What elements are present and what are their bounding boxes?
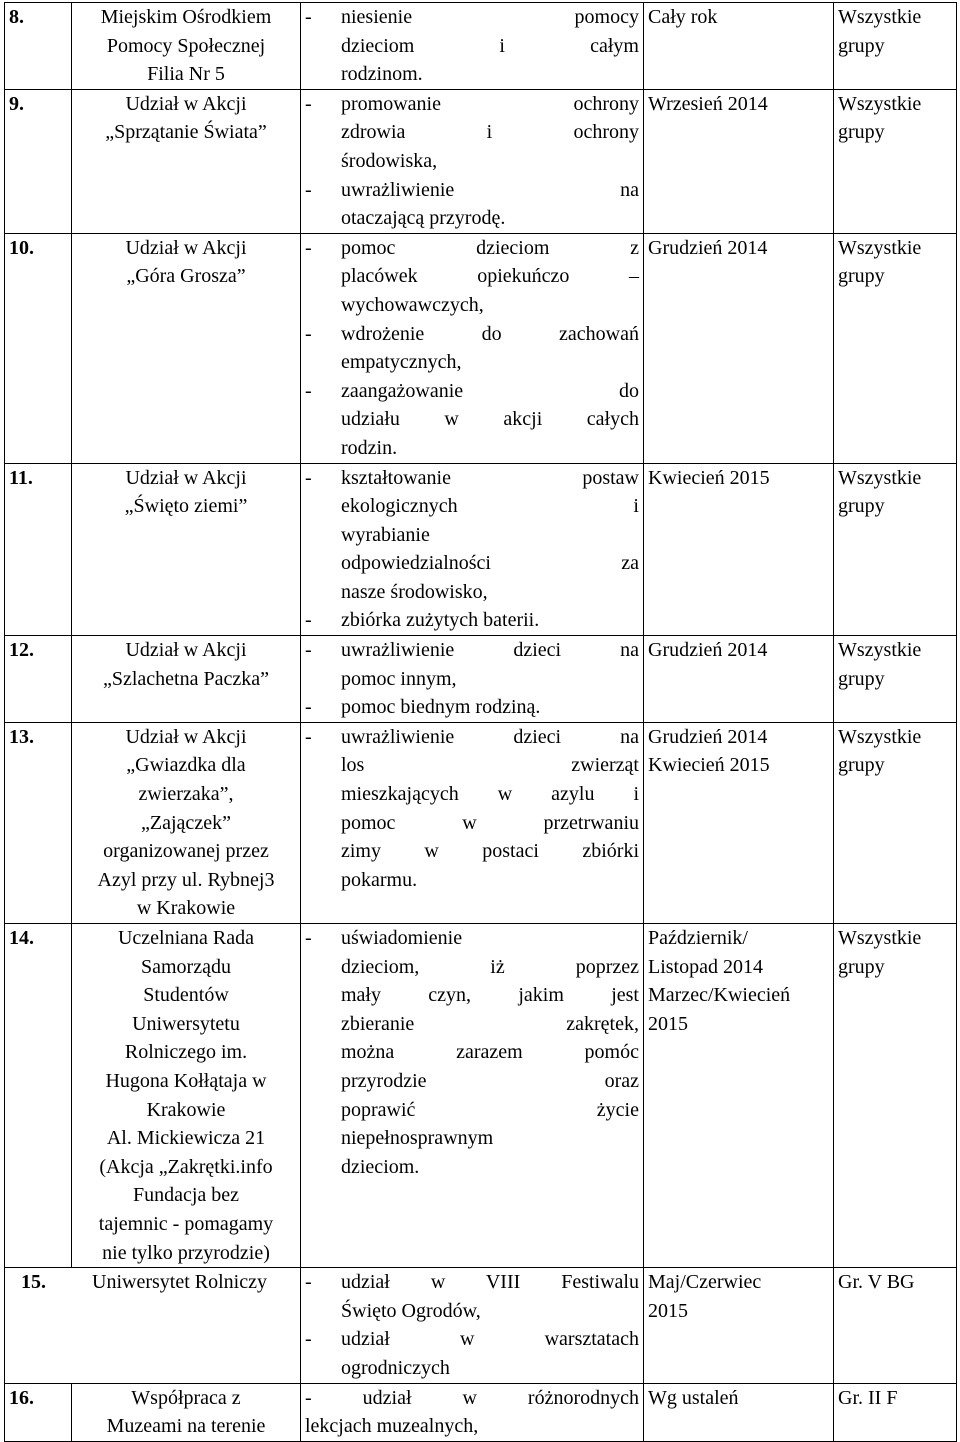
goal-text: środowiska, (341, 149, 438, 172)
goals-cell (301, 1383, 644, 1441)
goal-dash (305, 1124, 341, 1153)
date-line: Grudzień 2014 (648, 725, 768, 748)
goal-text: lekcjach muzealnych, (305, 1415, 479, 1438)
group-line: grupy (838, 955, 885, 978)
goal-dash (305, 348, 341, 377)
goal-line (305, 147, 639, 176)
goal-text: przyrodzie oraz (341, 1069, 639, 1092)
goal-text: zbieranie zakrętek, (341, 1012, 639, 1035)
goal-line (305, 204, 639, 233)
goal-dash (305, 291, 341, 320)
goal-text: pomoc w przetrwaniu (341, 811, 639, 834)
goal-dash: - (305, 466, 312, 489)
partner-name-line: Uniwersytetu (132, 1012, 240, 1035)
goal-line (305, 837, 639, 866)
partner-name-line: Miejskim Ośrodkiem (100, 6, 272, 28)
goal-line (305, 924, 639, 953)
goal-text: pokarmu. (341, 868, 418, 891)
partner-name-line: Współpraca z (131, 1386, 241, 1409)
date-cell (644, 722, 834, 923)
partner-name-line: Udział w Akcji (125, 466, 247, 489)
table-row (5, 233, 957, 463)
date-cell (644, 1383, 834, 1441)
row-number: 16. (5, 1383, 72, 1441)
goal-dash: - (305, 6, 312, 28)
group-line: Wszystkie (838, 725, 922, 748)
goal-line (305, 90, 639, 119)
group-line: Wszystkie (838, 927, 922, 949)
goal-line (305, 780, 639, 809)
date-line: 2015 (648, 1012, 688, 1035)
table-row (5, 1268, 957, 1383)
goal-line (305, 1297, 639, 1326)
goal-line (305, 291, 639, 320)
goal-dash (305, 751, 341, 780)
goal-text: mieszkających w azylu i (341, 783, 639, 806)
goal-dash (305, 262, 341, 291)
goal-text: dzieciom. (341, 1155, 420, 1178)
date-line: Grudzień 2014 (648, 639, 768, 662)
goal-line (305, 118, 639, 147)
goals-cell (301, 89, 644, 233)
date-line: 2015 (648, 1299, 688, 1322)
partner-name-line: Fundacja bez (132, 1184, 240, 1207)
goal-line (305, 1325, 639, 1354)
date-line: Kwiecień 2015 (648, 754, 770, 777)
row-15-cell (5, 1268, 301, 1383)
goal-dash (305, 953, 341, 982)
goal-line (305, 1354, 639, 1383)
date-cell (644, 89, 834, 233)
goal-text: rodzin. (341, 436, 398, 459)
group-line: Gr. V BG (838, 1271, 915, 1294)
goal-line (305, 665, 639, 694)
partner-name: Uniwersytet Rolniczy (92, 1271, 267, 1294)
group-cell (834, 463, 957, 636)
goal-line (305, 1038, 639, 1067)
goal-dash (305, 866, 341, 895)
goal-text: otaczającą przyrodę. (341, 207, 506, 230)
partner-name-line: Filia Nr 5 (147, 63, 225, 86)
goal-text: empatycznych, (341, 351, 462, 374)
row-number: 8. (5, 3, 72, 90)
goals-cell (301, 233, 644, 463)
goal-dash: - (305, 379, 312, 402)
table-row (5, 3, 957, 90)
date-cell (644, 924, 834, 1268)
goal-dash (305, 837, 341, 866)
goal-text: wychowawczych, (341, 293, 484, 316)
partner-name-line: w Krakowie (136, 897, 236, 920)
goal-text: rodzinom. (341, 63, 423, 86)
goal-dash (305, 665, 341, 694)
goal-line (305, 1153, 639, 1182)
table-row (5, 924, 957, 1268)
goal-dash (305, 1096, 341, 1125)
goal-line (305, 1096, 639, 1125)
goal-dash: - (305, 927, 312, 949)
group-line: grupy (838, 754, 885, 777)
goal-text: mały czyn, jakim jest (341, 984, 639, 1007)
goal-text: pomoc biednym rodziną. (341, 696, 541, 719)
partner-name (72, 722, 301, 923)
goals-cell (301, 1268, 644, 1383)
goal-dash (305, 492, 341, 521)
goal-line (305, 464, 639, 493)
goal-text: zimy w postaci zbiórki (341, 840, 639, 863)
goal-text: nasze środowisko, (341, 580, 488, 603)
goal-line (305, 348, 639, 377)
goal-line (305, 809, 639, 838)
group-line: Wszystkie (838, 236, 922, 259)
goal-line (305, 1268, 639, 1297)
goal-dash (305, 118, 341, 147)
partner-name-line: „Szlachetna Paczka” (102, 667, 269, 690)
goal-text: zbiórka zużytych baterii. (341, 609, 540, 632)
partner-name-line: „Święto ziemi” (124, 495, 248, 518)
date-line: Październik/ (648, 927, 748, 949)
goal-line (305, 521, 639, 550)
goal-line (305, 176, 639, 205)
activities-table (4, 2, 957, 1442)
goal-text: dzieciom, iż poprzez (341, 955, 639, 978)
group-cell (834, 3, 957, 90)
partner-name (72, 463, 301, 636)
goal-dash: - (305, 178, 312, 201)
goal-line (305, 578, 639, 607)
goal-line (305, 234, 639, 263)
goal-text: wdrożenie do zachowań (341, 322, 639, 345)
goals-cell (301, 3, 644, 90)
group-line: grupy (838, 121, 885, 144)
partner-name-line: „Góra Grosza” (126, 265, 246, 288)
group-line: Wszystkie (838, 6, 922, 28)
goal-dash (305, 1297, 341, 1326)
partner-name-line: Samorządu (141, 955, 231, 978)
goal-line (305, 3, 639, 32)
goal-text: niesienie pomocy (341, 6, 639, 28)
date-line: Kwiecień 2015 (648, 466, 770, 489)
goal-dash (305, 147, 341, 176)
goal-dash (305, 1010, 341, 1039)
partner-name-line: Rolniczego im. (124, 1041, 248, 1064)
goal-text: los zwierząt (341, 754, 639, 777)
group-cell (834, 1383, 957, 1441)
table-row (5, 1383, 957, 1441)
row-number: 10. (5, 233, 72, 463)
partner-name-line: organizowanej przez (103, 840, 269, 863)
table-row (5, 636, 957, 723)
partner-name (72, 89, 301, 233)
group-line: grupy (838, 34, 885, 57)
partner-name-line: Studentów (143, 984, 229, 1007)
goal-text: pomoc dzieciom z (341, 236, 639, 259)
goal-text: uświadomienie (341, 927, 463, 949)
row-number: 15. (21, 1271, 46, 1294)
partner-name-line: Hugona Kołłątaja w (105, 1069, 267, 1092)
goal-text: ekologicznych i (341, 495, 639, 518)
goal-dash (305, 809, 341, 838)
goal-line (305, 981, 639, 1010)
goal-line (305, 1010, 639, 1039)
group-line: grupy (838, 667, 885, 690)
goal-line (305, 1124, 639, 1153)
goal-text: uwrażliwienie dzieci na (341, 639, 639, 662)
partner-name-line: Udział w Akcji (125, 639, 247, 662)
goal-line (305, 60, 639, 89)
goal-dash: - (305, 1271, 312, 1294)
goal-dash (305, 780, 341, 809)
goal-line (305, 492, 639, 521)
goal-dash (305, 521, 341, 550)
date-line: Grudzień 2014 (648, 236, 768, 259)
goal-text: odpowiedzialności za (341, 552, 639, 575)
goal-dash: - (305, 322, 312, 345)
group-line: grupy (838, 265, 885, 288)
group-line: grupy (838, 495, 885, 518)
date-line: Wg ustaleń (648, 1386, 739, 1409)
date-cell (644, 636, 834, 723)
date-line: Marzec/Kwiecień (648, 984, 791, 1007)
date-line: Cały rok (648, 6, 718, 28)
goal-dash: - (305, 696, 312, 719)
goal-dash: - (305, 639, 312, 662)
partner-name (72, 233, 301, 463)
goal-dash: - (305, 92, 312, 115)
goal-text: wyrabianie (341, 523, 430, 546)
goal-line (305, 32, 639, 61)
goal-text: można zarazem pomóc (341, 1041, 639, 1064)
row-number: 11. (5, 463, 72, 636)
group-line: Wszystkie (838, 466, 922, 489)
goal-dash (305, 32, 341, 61)
goal-text: - udział w różnorodnych (305, 1386, 639, 1409)
goal-line (305, 751, 639, 780)
goal-text: uwrażliwienie na (341, 178, 639, 201)
goal-text: kształtowanie postaw (341, 466, 639, 489)
goal-line (305, 377, 639, 406)
goal-text: pomoc innym, (341, 667, 457, 690)
goal-line (305, 723, 639, 752)
partner-name (72, 924, 301, 1268)
partner-name-line: tajemnic - pomagamy (98, 1212, 274, 1235)
goals-cell (301, 636, 644, 723)
goal-text: udział w VIII Festiwalu (341, 1271, 639, 1294)
row-number: 14. (5, 924, 72, 1268)
goal-line (305, 262, 639, 291)
goal-dash (305, 981, 341, 1010)
date-line: Listopad 2014 (648, 955, 763, 978)
goal-dash (305, 60, 341, 89)
goals-cell (301, 722, 644, 923)
goal-dash: - (305, 609, 312, 632)
goal-text: Święto Ogrodów, (341, 1299, 481, 1322)
goal-text: promowanie ochrony (341, 92, 639, 115)
goal-dash (305, 1354, 341, 1383)
row-number: 9. (5, 89, 72, 233)
group-line: Wszystkie (838, 639, 922, 662)
partner-name-line: nie tylko przyrodzie) (102, 1241, 270, 1264)
group-cell (834, 89, 957, 233)
date-cell (644, 3, 834, 90)
goals-cell (301, 463, 644, 636)
group-cell (834, 233, 957, 463)
goal-line (305, 405, 639, 434)
goal-line (305, 606, 639, 635)
goal-text: udziału w akcji całych (341, 408, 639, 431)
group-line: Wszystkie (838, 92, 922, 115)
partner-name-line: zwierzaka”, (138, 783, 234, 806)
goal-line (305, 1067, 639, 1096)
goal-text: dzieciom i całym (341, 34, 639, 57)
goal-text: placówek opiekuńczo – (341, 265, 639, 288)
goal-text: udział w warsztatach (341, 1328, 639, 1351)
partner-name-line: Krakowie (146, 1098, 226, 1121)
goal-dash (305, 204, 341, 233)
date-cell (644, 463, 834, 636)
group-cell (834, 722, 957, 923)
goal-line (305, 434, 639, 463)
table-row (5, 89, 957, 233)
goal-text: niepełnosprawnym (341, 1127, 494, 1150)
partner-name-line: Udział w Akcji (125, 236, 247, 259)
partner-name-line: Pomocy Społecznej (106, 34, 266, 57)
partner-name-line: „Zajączek” (141, 811, 231, 834)
partner-name (72, 636, 301, 723)
goal-dash (305, 578, 341, 607)
partner-name-line: Udział w Akcji (125, 725, 247, 748)
goal-text: ogrodniczych (341, 1356, 450, 1379)
table-row (5, 463, 957, 636)
table-row (5, 722, 957, 923)
goal-text: zaangażowanie do (341, 379, 639, 402)
date-cell (644, 233, 834, 463)
group-cell (834, 924, 957, 1268)
goal-dash: - (305, 1328, 312, 1351)
goal-text: uwrażliwienie dzieci na (341, 725, 639, 748)
goals-cell (301, 924, 644, 1268)
row-number: 12. (5, 636, 72, 723)
goal-line (305, 693, 639, 722)
group-cell (834, 1268, 957, 1383)
partner-name-line: „Sprzątanie Świata” (105, 121, 267, 144)
goal-dash (305, 1153, 341, 1182)
goal-line (305, 320, 639, 349)
partner-name-line: Azyl przy ul. Rybnej3 (97, 868, 275, 891)
group-cell (834, 636, 957, 723)
goal-dash (305, 405, 341, 434)
goal-line (305, 549, 639, 578)
date-cell (644, 1268, 834, 1383)
partner-name-line: „Gwiazdka dla (126, 754, 246, 777)
goal-dash (305, 1067, 341, 1096)
group-line: Gr. II F (838, 1386, 898, 1409)
partner-name-line: Udział w Akcji (125, 92, 247, 115)
partner-name (72, 1383, 301, 1441)
partner-name (72, 3, 301, 90)
goal-dash (305, 549, 341, 578)
goal-dash (305, 434, 341, 463)
goal-text: zdrowia i ochrony (341, 121, 639, 144)
goal-line (305, 636, 639, 665)
date-line: Maj/Czerwiec (648, 1271, 762, 1294)
row-number: 13. (5, 722, 72, 923)
date-line: Wrzesień 2014 (648, 92, 768, 115)
goal-dash (305, 1038, 341, 1067)
goal-line (305, 953, 639, 982)
goal-text: poprawić życie (341, 1098, 639, 1121)
goal-dash: - (305, 236, 312, 259)
partner-name-line: (Akcja „Zakrętki.info (99, 1155, 273, 1178)
partner-name-line: Al. Mickiewicza 21 (106, 1127, 266, 1150)
partner-name-line: Uczelniana Rada (117, 927, 255, 949)
goal-dash: - (305, 725, 312, 748)
partner-name-line: Muzeami na terenie (106, 1415, 266, 1438)
goal-line (305, 866, 639, 895)
